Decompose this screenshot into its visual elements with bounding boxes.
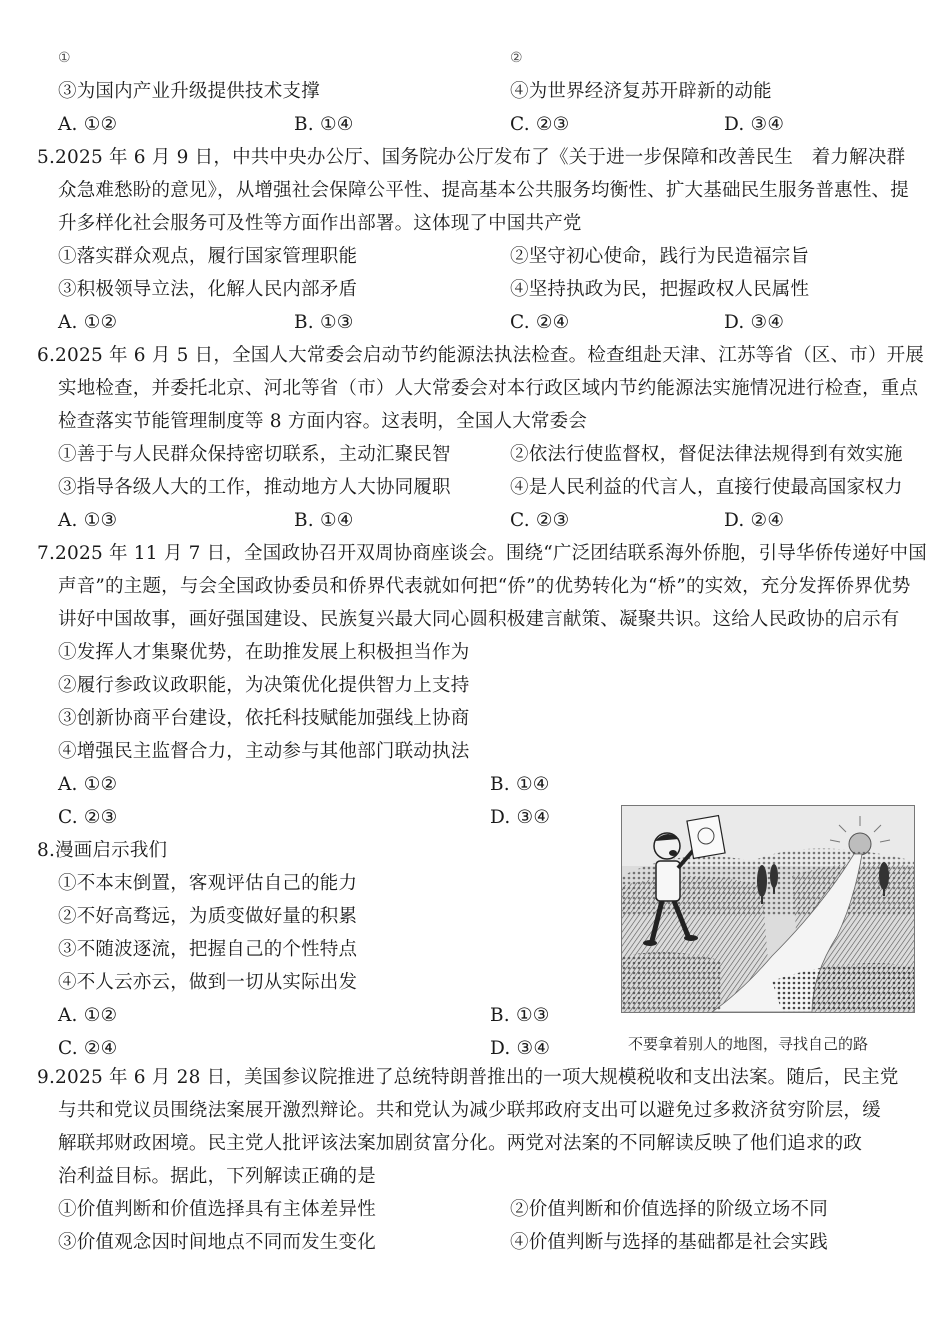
q7-option-1: ①发挥人才集聚优势，在助推发展上积极担当作为 [58,642,470,663]
q6-stem-line-2: 实地检查，并委托北京、河北等省（市）人大常委会对本行政区域内节约能源法实施情况进行检查，重点 [58,378,919,399]
q9-option-3: ③价值观念因时间地点不同而发生变化 [58,1232,376,1253]
q4-answer-d: D. ③④ [724,114,785,135]
q6-option-1: ①善于与人民群众保持密切联系，主动汇聚民智 [58,444,451,465]
q9-stem-line-2: 与共和党议员围绕法案展开激烈辩论。共和党认为减少联邦政府支出可以避免过多救济贫穷阶层，缓 [58,1100,881,1121]
q8-answer-c: C. ②④ [58,1038,118,1059]
q7-answer-c: C. ②③ [58,807,118,828]
q8-answer-d: D. ③④ [490,1038,551,1059]
q4-answer-a: A. ①② [58,114,118,135]
q4-option-4: ④为世界经济复苏开辟新的动能 [510,81,772,102]
q8-answer-a: A. ①② [58,1005,118,1026]
q4-option-3: ③为国内产业升级提供技术支撑 [58,81,320,102]
q6-answer-a: A. ①③ [58,510,118,531]
q6-answer-d: D. ②④ [724,510,785,531]
q7-answer-a: A. ①② [58,774,118,795]
q7-answer-b: B. ①④ [490,774,550,795]
q5-answer-c: C. ②④ [510,312,570,333]
top-fragment-right: ② [510,50,523,66]
q4-answer-b: B. ①④ [294,114,354,135]
q6-option-3: ③指导各级人大的工作，推动地方人大协同履职 [58,477,451,498]
q5-answer-d: D. ③④ [724,312,785,333]
q5-stem-line-3: 升多样化社会服务可及性等方面作出部署。这体现了中国共产党 [58,213,582,234]
q6-stem-line-1: 6.2025 年 6 月 5 日，全国人大常委会启动节约能源法执法检查。检查组赴天津、江苏等省（区、市）开展 [37,345,924,366]
q6-answer-c: C. ②③ [510,510,570,531]
q6-stem-line-3: 检查落实节能管理制度等 8 方面内容。这表明，全国人大常委会 [58,411,588,432]
q6-option-2: ②依法行使监督权，督促法律法规得到有效实施 [510,444,903,465]
q5-option-1: ①落实群众观点，履行国家管理职能 [58,246,358,267]
q7-stem-line-3: 讲好中国故事，画好强国建设、民族复兴最大同心圆积极建言献策、凝聚共识。这给人民政协的启示有 [58,609,900,630]
q9-stem-line-1: 9.2025 年 6 月 28 日，美国参议院推进了总统特朗普推出的一项大规模税收和支出法案。随后，民主党 [37,1067,899,1088]
q7-answer-d: D. ③④ [490,807,551,828]
q5-option-2: ②坚守初心使命，践行为民造福宗旨 [510,246,810,267]
q9-option-1: ①价值判断和价值选择具有主体差异性 [58,1199,376,1220]
q9-option-4: ④价值判断与选择的基础都是社会实践 [510,1232,828,1253]
q6-answer-b: B. ①④ [294,510,354,531]
q7-option-4: ④增强民主监督合力，主动参与其他部门联动执法 [58,741,470,762]
q9-option-2: ②价值判断和价值选择的阶级立场不同 [510,1199,828,1220]
q7-stem-line-1: 7.2025 年 11 月 7 日，全国政协召开双周协商座谈会。围绕“广泛团结联系海外侨胞，引导华侨传递好中国 [37,543,927,564]
q4-answer-c: C. ②③ [510,114,570,135]
q9-stem-line-4: 治利益目标。据此，下列解读正确的是 [58,1166,376,1187]
q9-stem-line-3: 解联邦财政困境。民主党人批评该法案加剧贫富分化。两党对法案的不同解读反映了他们追求的政 [58,1133,863,1154]
q7-option-2: ②履行参政议政职能，为决策优化提供智力上支持 [58,675,470,696]
q5-option-3: ③积极领导立法，化解人民内部矛盾 [58,279,358,300]
top-fragment-left: ① [58,50,71,66]
q8-stem: 8.漫画启示我们 [37,840,168,861]
q5-answer-a: A. ①② [58,312,118,333]
q8-answer-b: B. ①③ [490,1005,550,1026]
q5-stem-line-2: 众急难愁盼的意见》，从增强社会保障公平性、提高基本公共服务均衡性、扩大基础民生服务普惠性、提 [58,180,909,201]
cartoon-caption: 不要拿着别人的地图，寻找自己的路 [628,1035,869,1053]
q5-option-4: ④坚持执政为民，把握政权人民属性 [510,279,810,300]
q7-stem-line-2: 声音”的主题，与会全国政协委员和侨界代表就如何把“侨”的优势转化为“桥”的实效，充分发挥侨界优势 [58,576,911,597]
q8-option-4: ④不人云亦云，做到一切从实际出发 [58,972,358,993]
q6-option-4: ④是人民利益的代言人，直接行使最高国家权力 [510,477,903,498]
q5-answer-b: B. ①③ [294,312,354,333]
q8-option-1: ①不本末倒置，客观评估自己的能力 [58,873,358,894]
cartoon-image [621,805,915,1013]
q5-stem-line-1: 5.2025 年 6 月 9 日，中共中央办公厅、国务院办公厅发布了《关于进一步保障和改善民生 着力解决群 [37,147,906,168]
q7-option-3: ③创新协商平台建设，依托科技赋能加强线上协商 [58,708,470,729]
q8-option-3: ③不随波逐流，把握自己的个性特点 [58,939,358,960]
q8-option-2: ②不好高骛远，为质变做好量的积累 [58,906,358,927]
